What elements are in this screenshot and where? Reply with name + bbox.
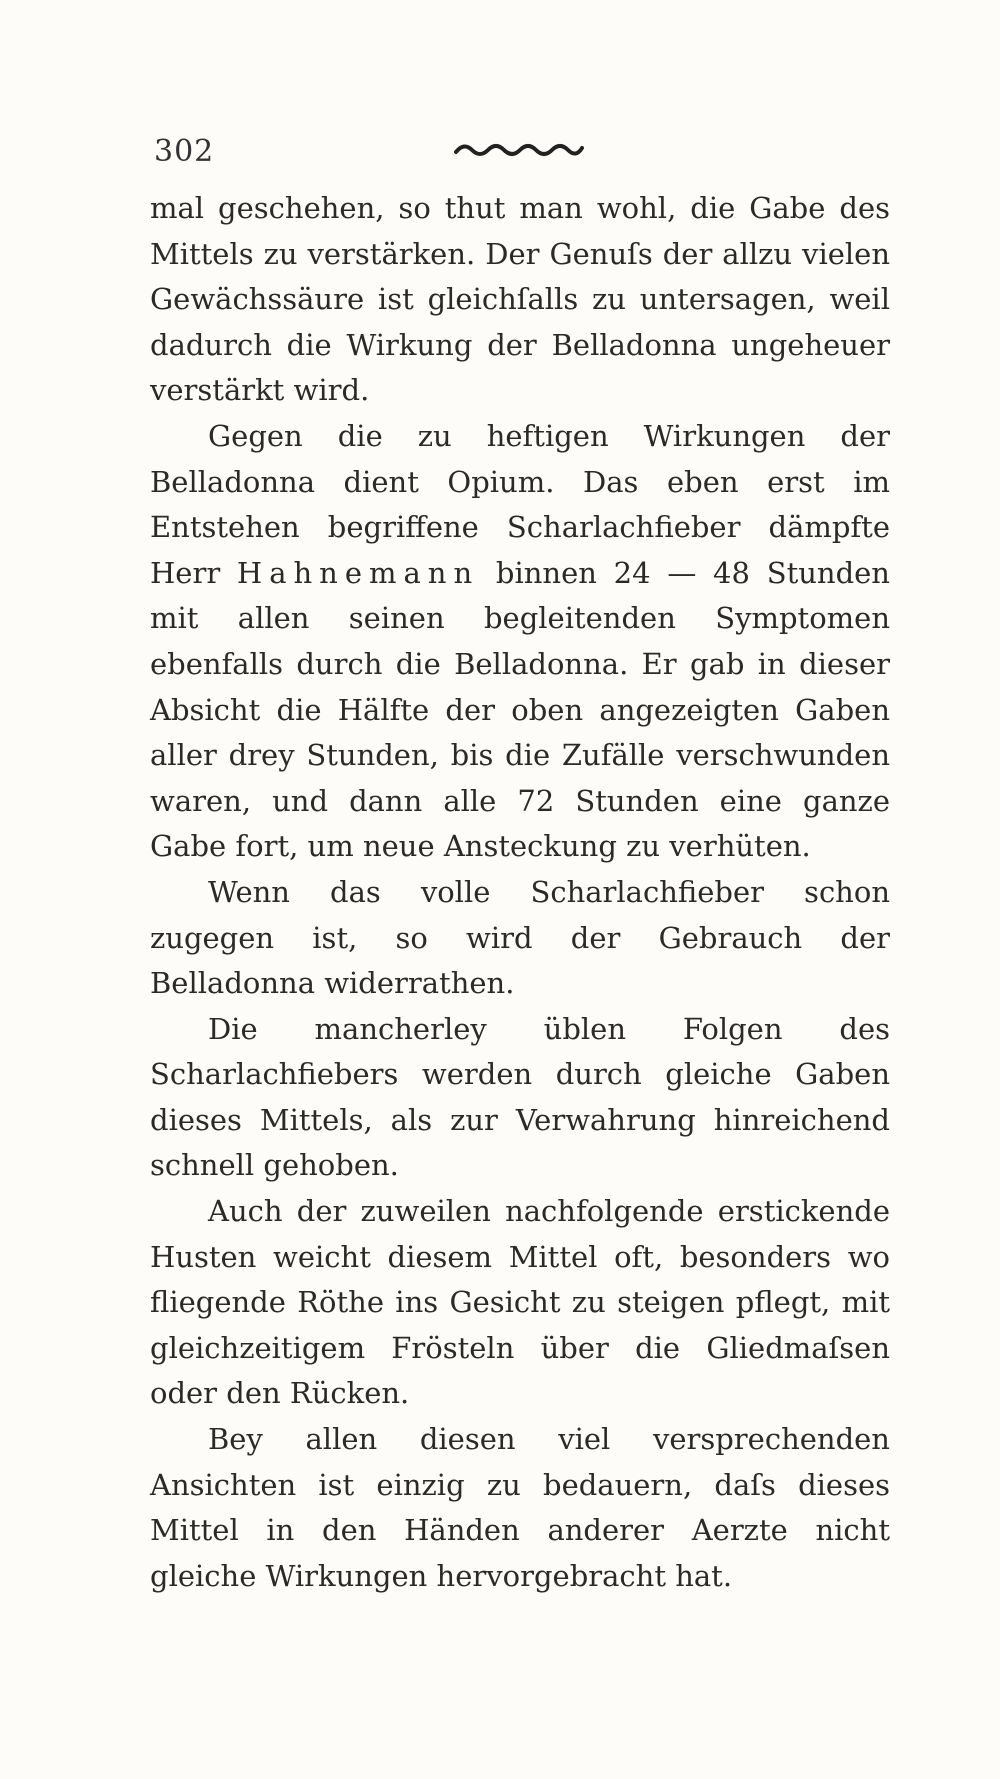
wavy-ornament-icon xyxy=(454,138,584,160)
paragraph-6: Bey allen diesen viel versprechenden Ansichten ist einzig zu bedauern, daſs dieses Mittel in den Händen anderer Aerzte nicht gleiche Wirkungen hervorgebracht hat. xyxy=(150,1422,890,1593)
paragraph-2-text-after: binnen 24 — 48 Stunden mit allen seinen begleitenden Symptomen ebenfalls durch die Belladonna. Er gab in dieser Absicht die Hälfte der oben angezeigten Gaben aller drey Stunden, bis die Zufälle verschwunden waren, und dann alle 72 Stunden eine ganze Gabe fort, um neue Ansteckung zu verhüten. xyxy=(150,555,890,864)
page-body xyxy=(150,186,890,1599)
paragraph-3: Wenn das volle Scharlachfieber schon zugegen ist, so wird der Gebrauch der Belladonna widerrathen. xyxy=(150,874,890,1001)
paragraph-2-text-before: Gegen die zu heftigen Wirkungen der Belladonna dient Opium. Das eben erst im Entstehen begriffene Scharlachfieber dämpfte Herr xyxy=(150,418,890,590)
paragraph-4: Die mancherley üblen Folgen des Scharlachfiebers werden durch gleiche Gaben dieses Mittels, als zur Verwahrung hinreichend schnell gehoben. xyxy=(150,1011,890,1183)
paragraph-1: mal geschehen, so thut man wohl, die Gabe des Mittels zu verstärken. Der Genuſs der allzu vielen Gewächssäure ist gleichſalls zu untersagen, weil dadurch die Wirkung der Belladonna ungeheuer verstärkt wird. xyxy=(150,191,890,408)
paragraph-2 xyxy=(150,414,890,870)
paragraph-5: Auch der zuweilen nachfolgende erstickende Husten weicht diesem Mittel oft, besonders wo fliegende Röthe ins Gesicht zu steigen pflegt, mit gleichzeitigem Frösteln über die Gliedmaſsen oder den Rücken. xyxy=(150,1194,890,1411)
page-header xyxy=(154,128,754,178)
page-number: 302 xyxy=(154,134,215,169)
author-name: Hahnemann xyxy=(236,555,480,590)
